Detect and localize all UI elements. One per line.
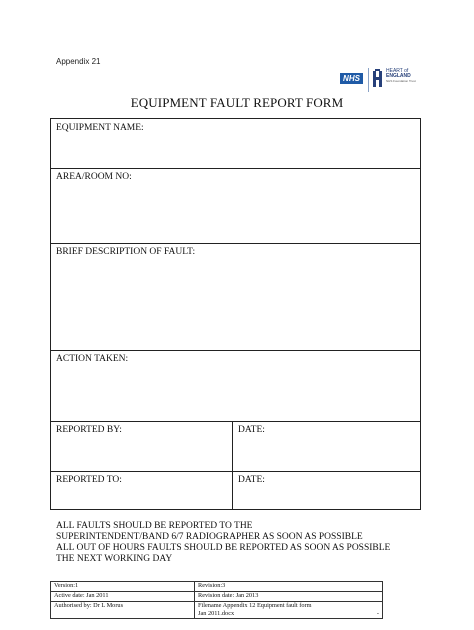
reported-to-field[interactable] [51, 471, 232, 509]
area-room-field[interactable] [51, 168, 420, 244]
date-label: DATE: [238, 425, 265, 435]
reporting-notice [56, 521, 390, 565]
date-label: DATE: [238, 475, 265, 485]
fault-description-field[interactable] [51, 243, 420, 351]
nhs-trust-logo [340, 68, 422, 94]
fault-report-form [50, 118, 421, 510]
reported-to-row [51, 471, 420, 509]
equipment-name-label: EQUIPMENT NAME: [56, 123, 144, 133]
document-control-table [50, 581, 383, 619]
trust-name-line2: ENGLAND [386, 73, 411, 79]
equipment-name-field[interactable] [51, 119, 420, 169]
filename-dash: - [376, 610, 379, 617]
notice-line: SUPERINTENDENT/BAND 6/7 RADIOGRAPHER AS SOON AS POSSIBLE [56, 532, 363, 542]
notice-line: ALL OUT OF HOURS FAULTS SHOULD BE REPORTED AS SOON AS POSSIBLE [56, 543, 391, 553]
active-date-cell: Active date: Jan 2011 [51, 592, 195, 602]
table-row [51, 582, 383, 592]
filename-cell [195, 602, 383, 619]
reported-to-label: REPORTED TO: [56, 475, 122, 485]
reported-by-label: REPORTED BY: [56, 425, 122, 435]
trust-name-line3: NHS Foundation Trust [386, 79, 416, 83]
reported-by-date-field[interactable] [233, 421, 420, 471]
table-row [51, 602, 383, 619]
notice-line: ALL FAULTS SHOULD BE REPORTED TO THE [56, 521, 253, 531]
heart-of-england-icon [372, 69, 383, 89]
fault-description-label: BRIEF DESCRIPTION OF FAULT: [56, 247, 196, 257]
filename-line-2 [198, 610, 379, 618]
authorised-by-cell: Authorised by: Dr L Morus [51, 602, 195, 619]
reported-by-field[interactable] [51, 421, 232, 471]
area-room-label: AREA/ROOM NO: [56, 172, 132, 182]
trust-name [386, 69, 416, 83]
filename-line: Jan 2011.docx [198, 610, 235, 617]
table-row [51, 592, 383, 602]
trust-name-line1: HEART of [386, 68, 409, 74]
action-taken-label: ACTION TAKEN: [56, 354, 129, 364]
page-title: EQUIPMENT FAULT REPORT FORM [130, 95, 344, 110]
reported-by-row [51, 421, 420, 472]
notice-line: THE NEXT WORKING DAY [56, 554, 173, 564]
revision-cell: Revision:3 [195, 582, 383, 592]
logo-divider [368, 68, 369, 92]
version-cell: Version:1 [51, 582, 195, 592]
filename-line: Filename Appendix 12 Equipment fault form [198, 602, 312, 609]
appendix-label: Appendix 21 [56, 57, 101, 66]
action-taken-field[interactable] [51, 350, 420, 422]
revision-date-cell: Revision date: Jan 2013 [195, 592, 383, 602]
reported-to-date-field[interactable] [233, 471, 420, 509]
nhs-logo: NHS [340, 73, 363, 84]
